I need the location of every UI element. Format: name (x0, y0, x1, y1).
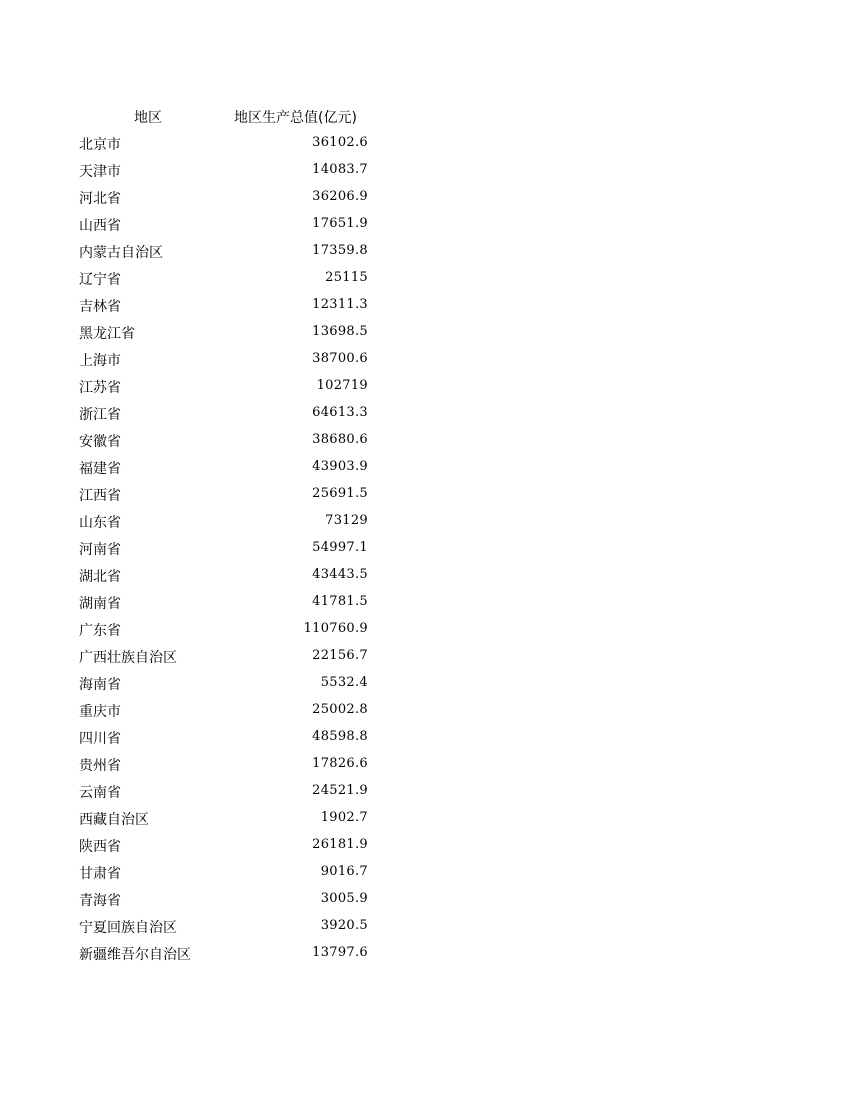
table-row (78, 885, 370, 912)
gdp-cell: 17826.6 (312, 756, 368, 771)
gdp-cell: 25115 (325, 270, 368, 285)
gdp-cell: 36206.9 (312, 189, 368, 204)
region-cell: 青海省 (79, 893, 121, 909)
region-cell: 陕西省 (79, 839, 121, 855)
table-header-row (78, 102, 370, 129)
gdp-cell: 43903.9 (312, 459, 368, 474)
region-cell: 吉林省 (79, 299, 121, 315)
region-cell: 山东省 (79, 515, 121, 531)
region-cell: 湖南省 (79, 596, 121, 612)
gdp-cell: 12311.3 (312, 297, 368, 312)
table-row (78, 615, 370, 642)
table-row (78, 399, 370, 426)
region-cell: 贵州省 (79, 758, 121, 774)
table-row (78, 480, 370, 507)
region-cell: 西藏自治区 (79, 812, 149, 828)
table-row (78, 939, 370, 966)
gdp-cell: 64613.3 (312, 405, 368, 420)
gdp-cell: 73129 (325, 513, 368, 528)
table-row (78, 804, 370, 831)
column-header-region: 地区 (134, 110, 162, 126)
gdp-cell: 5532.4 (320, 675, 368, 690)
table-row (78, 858, 370, 885)
gdp-cell: 3005.9 (320, 891, 368, 906)
gdp-cell: 1902.7 (320, 810, 368, 825)
region-cell: 重庆市 (79, 704, 121, 720)
region-cell: 湖北省 (79, 569, 121, 585)
region-cell: 四川省 (79, 731, 121, 747)
region-cell: 宁夏回族自治区 (79, 920, 177, 936)
region-cell: 安徽省 (79, 434, 121, 450)
gdp-cell: 25691.5 (312, 486, 368, 501)
gdp-cell: 17359.8 (312, 243, 368, 258)
table-row (78, 183, 370, 210)
region-cell: 广东省 (79, 623, 121, 639)
table-row (78, 669, 370, 696)
table-row (78, 912, 370, 939)
region-cell: 天津市 (79, 164, 121, 180)
table-row (78, 453, 370, 480)
region-cell: 江西省 (79, 488, 121, 504)
table-row (78, 345, 370, 372)
column-header-gdp: 地区生产总值(亿元) (234, 110, 357, 126)
gdp-cell: 17651.9 (312, 216, 368, 231)
table-row (78, 210, 370, 237)
table-row (78, 318, 370, 345)
gdp-cell: 102719 (316, 378, 368, 393)
table-row (78, 534, 370, 561)
region-cell: 浙江省 (79, 407, 121, 423)
table-row (78, 291, 370, 318)
gdp-cell: 13698.5 (312, 324, 368, 339)
gdp-cell: 43443.5 (312, 567, 368, 582)
region-cell: 山西省 (79, 218, 121, 234)
table-row (78, 696, 370, 723)
region-cell: 北京市 (79, 137, 121, 153)
table-row (78, 588, 370, 615)
region-cell: 黑龙江省 (79, 326, 135, 342)
table-row (78, 372, 370, 399)
region-cell: 甘肃省 (79, 866, 121, 882)
table-row (78, 426, 370, 453)
table-row (78, 561, 370, 588)
region-cell: 新疆维吾尔自治区 (79, 947, 191, 963)
gdp-cell: 22156.7 (312, 648, 368, 663)
gdp-table (78, 102, 370, 966)
gdp-cell: 14083.7 (312, 162, 368, 177)
table-row (78, 237, 370, 264)
gdp-cell: 26181.9 (312, 837, 368, 852)
gdp-cell: 24521.9 (312, 783, 368, 798)
table-row (78, 723, 370, 750)
table-row (78, 129, 370, 156)
region-cell: 海南省 (79, 677, 121, 693)
region-cell: 广西壮族自治区 (79, 650, 177, 666)
region-cell: 内蒙古自治区 (79, 245, 163, 261)
gdp-cell: 41781.5 (312, 594, 368, 609)
gdp-cell: 9016.7 (320, 864, 368, 879)
table-row (78, 156, 370, 183)
region-cell: 河北省 (79, 191, 121, 207)
gdp-cell: 48598.8 (312, 729, 368, 744)
region-cell: 上海市 (79, 353, 121, 369)
table-row (78, 507, 370, 534)
gdp-cell: 25002.8 (312, 702, 368, 717)
region-cell: 辽宁省 (79, 272, 121, 288)
gdp-cell: 38700.6 (312, 351, 368, 366)
table-row (78, 831, 370, 858)
gdp-cell: 54997.1 (312, 540, 368, 555)
gdp-cell: 110760.9 (303, 621, 368, 636)
region-cell: 福建省 (79, 461, 121, 477)
table-row (78, 264, 370, 291)
gdp-cell: 36102.6 (312, 135, 368, 150)
gdp-cell: 38680.6 (312, 432, 368, 447)
table-row (78, 642, 370, 669)
table-body (78, 129, 370, 966)
table-row (78, 750, 370, 777)
region-cell: 云南省 (79, 785, 121, 801)
gdp-cell: 3920.5 (320, 918, 368, 933)
region-cell: 江苏省 (79, 380, 121, 396)
region-cell: 河南省 (79, 542, 121, 558)
table-row (78, 777, 370, 804)
gdp-cell: 13797.6 (312, 945, 368, 960)
